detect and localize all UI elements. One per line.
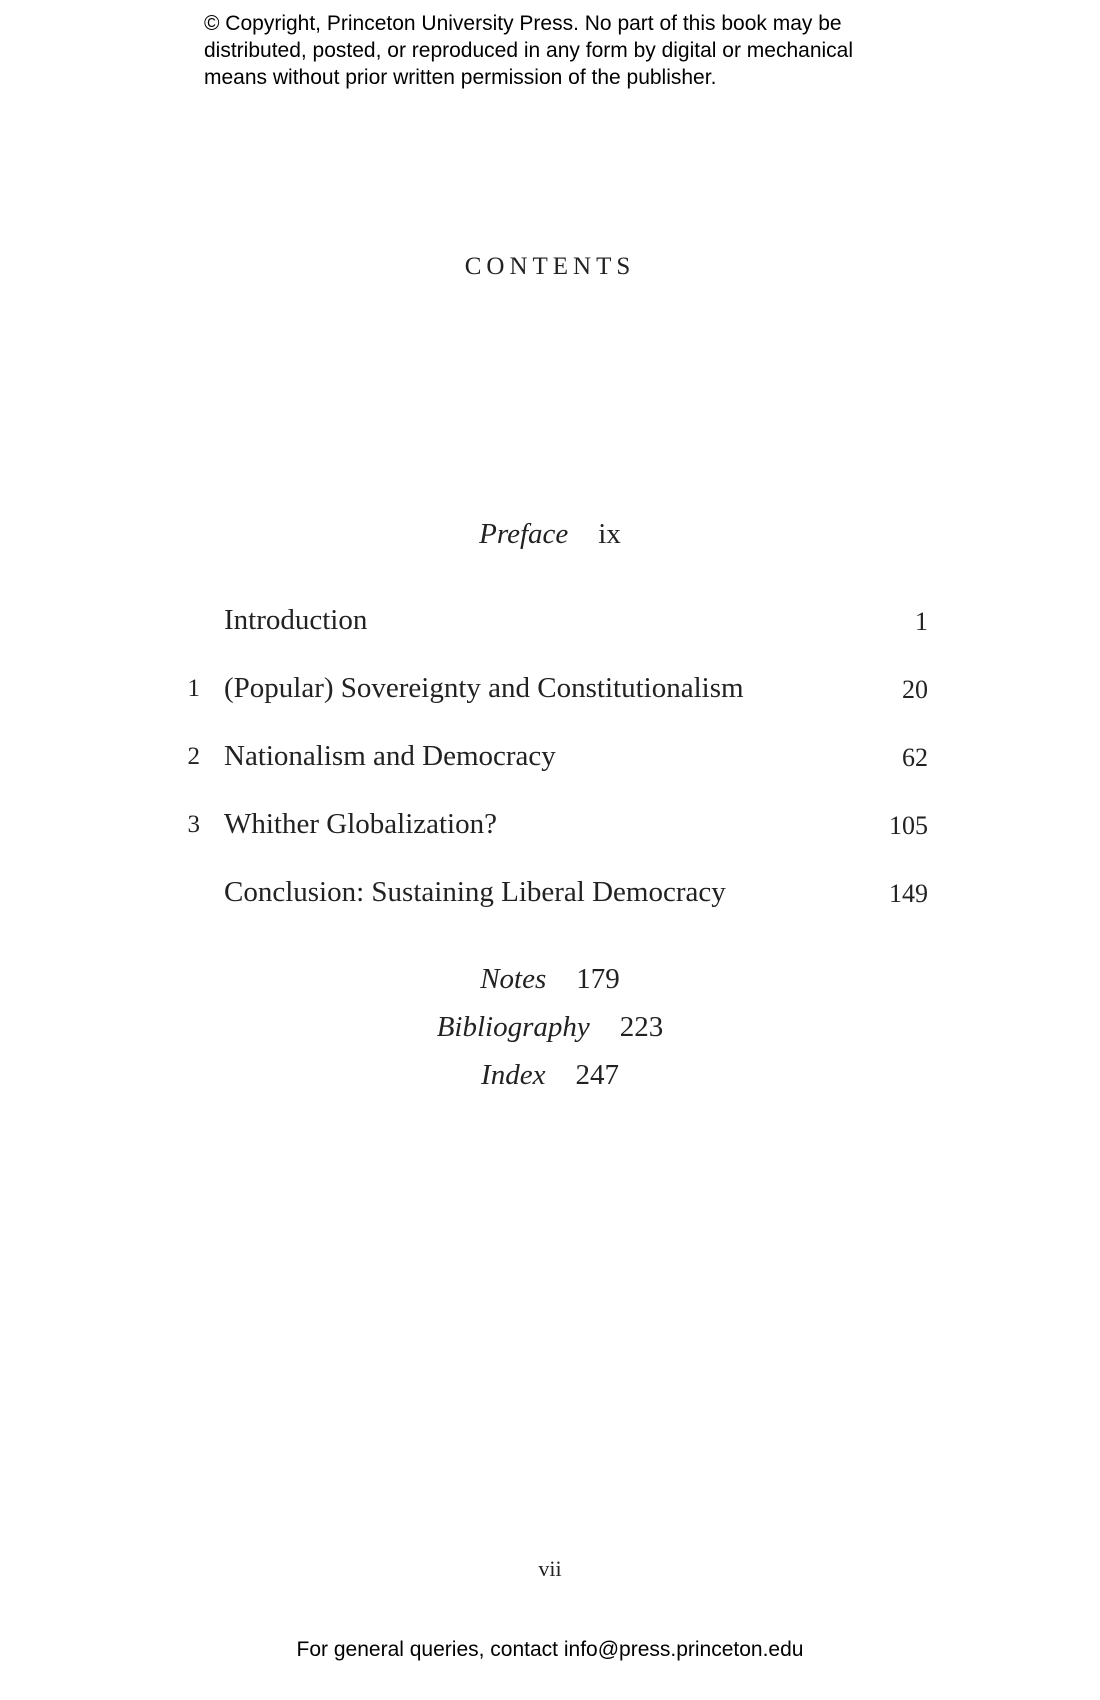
chapter-title: Whither Globalization? — [224, 808, 497, 840]
chapter-page: 62 — [902, 743, 928, 772]
copyright-line: means without prior written permission of the publisher. — [204, 66, 717, 89]
copyright-notice — [204, 10, 924, 91]
chapter-page: 105 — [889, 811, 928, 840]
chapter-title: Introduction — [224, 604, 368, 636]
toc-entry-introduction — [0, 604, 1100, 644]
contact-email[interactable]: info@press.princeton.edu — [563, 1638, 804, 1661]
back-matter-page: 223 — [619, 1011, 664, 1043]
preface-page: ix — [598, 518, 621, 550]
chapter-number: 2 — [187, 743, 200, 770]
toc-index — [0, 1059, 1100, 1092]
toc-entry-chapter-3 — [0, 808, 1100, 848]
preface-label: Preface — [479, 518, 569, 550]
copyright-line: © Copyright, Princeton University Press. No part of this book may be — [204, 12, 842, 35]
footer-note — [0, 1638, 1100, 1662]
chapter-page: 1 — [915, 607, 928, 636]
chapter-number: 3 — [187, 811, 200, 838]
chapter-title: Conclusion: Sustaining Liberal Democracy — [224, 876, 726, 908]
back-matter-label: Notes — [480, 963, 547, 995]
back-matter-page: 179 — [576, 963, 620, 995]
page-number: vii — [538, 1556, 562, 1581]
toc-entry-chapter-2 — [0, 740, 1100, 780]
footer-text: For general queries, contact — [296, 1638, 564, 1661]
chapter-page: 20 — [902, 675, 928, 704]
chapter-title: (Popular) Sovereignty and Constitutionalism — [224, 672, 744, 704]
page-title: CONTENTS — [464, 253, 636, 280]
back-matter-label: Index — [481, 1059, 546, 1091]
chapter-title: Nationalism and Democracy — [224, 740, 556, 772]
back-matter-page: 247 — [575, 1059, 619, 1091]
toc-notes — [0, 963, 1100, 996]
copyright-line: distributed, posted, or reproduced in any form by digital or mechanical — [204, 39, 854, 62]
toc-preface — [0, 518, 1100, 551]
chapter-page: 149 — [889, 879, 928, 908]
chapter-number: 1 — [187, 675, 200, 702]
toc-entry-chapter-1 — [0, 672, 1100, 712]
toc-entry-conclusion — [0, 876, 1100, 916]
back-matter-label: Bibliography — [436, 1011, 590, 1043]
toc-bibliography — [0, 1011, 1100, 1044]
